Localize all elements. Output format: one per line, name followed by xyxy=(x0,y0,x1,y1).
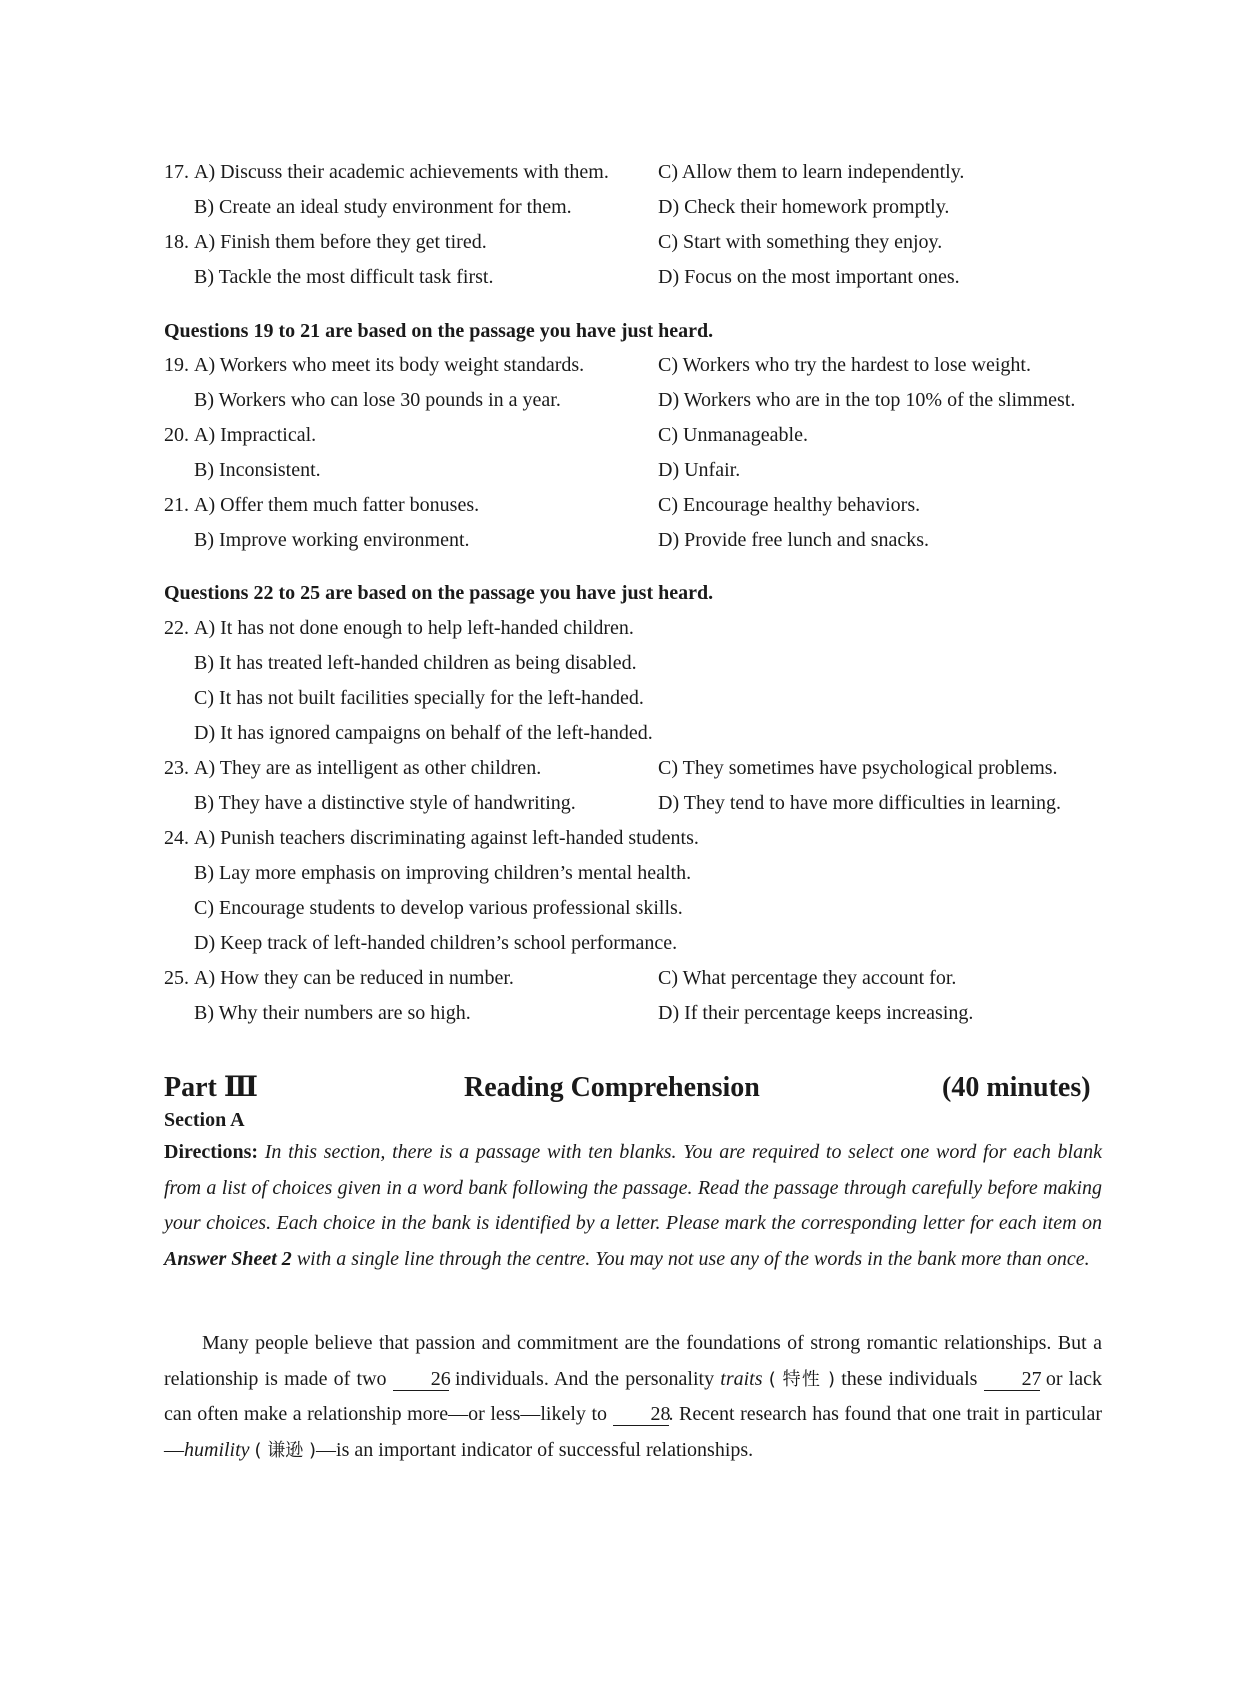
q22-number: 22. xyxy=(164,617,189,639)
q24-option-b: B) Lay more emphasis on improving children’s mental health. xyxy=(194,862,692,884)
q22-option-a: 22. A) It has not done enough to help left-handed children. xyxy=(164,617,634,639)
q21-option-c: C) Encourage healthy behaviors. xyxy=(658,494,921,516)
directions-text-1: In this section, there is a passage with ten blanks. You are required to select one word for each blank from a list of choices given in a word bank following the passage. Read the passage through carefully before making your choices. Each choice in the bank is identified by a letter. Please mark the corresponding letter for each item on xyxy=(164,1141,1102,1234)
section-heading-19-21: Questions 19 to 21 are based on the passage you have just heard. xyxy=(164,320,714,342)
blank-26: 26 xyxy=(393,1368,449,1391)
humility-word: humility xyxy=(184,1438,250,1461)
q19-option-b: B) Workers who can lose 30 pounds in a year. xyxy=(194,389,561,411)
q25-number: 25. xyxy=(164,967,189,989)
q17-option-b: B) Create an ideal study environment for them. xyxy=(194,196,572,218)
q25-option-c: C) What percentage they account for. xyxy=(658,967,957,989)
part-label: Part Ⅲ xyxy=(164,1072,258,1103)
traits-word: traits xyxy=(720,1367,763,1390)
q23-number: 23. xyxy=(164,757,189,779)
q18-option-a: 18. A) Finish them before they get tired. xyxy=(164,231,487,253)
q21-option-b: B) Improve working environment. xyxy=(194,529,470,551)
q23-option-c: C) They sometimes have psychological problems. xyxy=(658,757,1058,779)
directions-text-2: with a single line through the centre. You may not use any of the words in the bank more than once. xyxy=(291,1247,1090,1270)
q18-option-c: C) Start with something they enjoy. xyxy=(658,231,943,253)
q18-number: 18. xyxy=(164,231,189,253)
part-title: Reading Comprehension xyxy=(464,1072,760,1103)
blank-27: 27 xyxy=(984,1368,1040,1391)
q18-option-b: B) Tackle the most difficult task first. xyxy=(194,266,494,288)
section-heading-22-25: Questions 22 to 25 are based on the passage you have just heard. xyxy=(164,582,714,604)
q17-number: 17. xyxy=(164,161,189,183)
q24-option-d: D) Keep track of left-handed children’s school performance. xyxy=(194,932,678,954)
q22-option-b: B) It has treated left-handed children as being disabled. xyxy=(194,652,637,674)
q19-option-d: D) Workers who are in the top 10% of the slimmest. xyxy=(658,389,1076,411)
part-time: (40 minutes) xyxy=(942,1072,1091,1103)
q20-option-d: D) Unfair. xyxy=(658,459,741,481)
q24-option-a: 24. A) Punish teachers discriminating against left-handed students. xyxy=(164,827,699,849)
q21-number: 21. xyxy=(164,494,189,516)
q20-number: 20. xyxy=(164,424,189,446)
q23-option-b: B) They have a distinctive style of handwriting. xyxy=(194,792,576,814)
q21-option-a: 21. A) Offer them much fatter bonuses. xyxy=(164,494,480,516)
q20-option-a: 20. A) Impractical. xyxy=(164,424,317,446)
q20-option-c: C) Unmanageable. xyxy=(658,424,808,446)
directions-label: Directions: xyxy=(164,1141,259,1163)
section-a-label: Section A xyxy=(164,1109,245,1131)
traits-gloss: ( 特性 ) xyxy=(768,1368,836,1390)
q17-option-c: C) Allow them to learn independently. xyxy=(658,161,965,183)
q21-option-d: D) Provide free lunch and snacks. xyxy=(658,529,930,551)
directions-paragraph xyxy=(164,1135,1102,1277)
q22-option-c: C) It has not built facilities specially for the left-handed. xyxy=(194,687,644,709)
q17-option-a: 17. A) Discuss their academic achievements with them. xyxy=(164,161,609,183)
q18-option-d: D) Focus on the most important ones. xyxy=(658,266,960,288)
q25-option-d: D) If their percentage keeps increasing. xyxy=(658,1002,974,1024)
q19-option-c: C) Workers who try the hardest to lose weight. xyxy=(658,354,1031,376)
q19-option-a: 19. A) Workers who meet its body weight standards. xyxy=(164,354,585,376)
q25-option-b: B) Why their numbers are so high. xyxy=(194,1002,471,1024)
q25-option-a: 25. A) How they can be reduced in number. xyxy=(164,967,514,989)
q23-option-d: D) They tend to have more difficulties in learning. xyxy=(658,792,1062,814)
blank-28: 28 xyxy=(613,1403,669,1426)
passage-paragraph: Many people believe that passion and commitment are the foundations of strong romantic relationships. But a relationship is made of two 26 individuals. And the personality traits ( 特性 ) these individuals 27 or lack can often make a relationship more—or less—likely to 28. Recent research has found that one trait in particular—humility ( 谦逊 )—is an important indicator of successful relationships. xyxy=(164,1332,1102,1461)
q20-option-b: B) Inconsistent. xyxy=(194,459,321,481)
q17-option-d: D) Check their homework promptly. xyxy=(658,196,950,218)
q24-option-c: C) Encourage students to develop various professional skills. xyxy=(194,897,683,919)
q22-option-d: D) It has ignored campaigns on behalf of the left-handed. xyxy=(194,722,653,744)
q24-number: 24. xyxy=(164,827,189,849)
q23-option-a: 23. A) They are as intelligent as other children. xyxy=(164,757,542,779)
answer-sheet-ref: Answer Sheet 2 xyxy=(164,1247,292,1270)
humility-gloss: ( 谦逊 ) xyxy=(254,1439,317,1461)
q19-number: 19. xyxy=(164,354,189,376)
